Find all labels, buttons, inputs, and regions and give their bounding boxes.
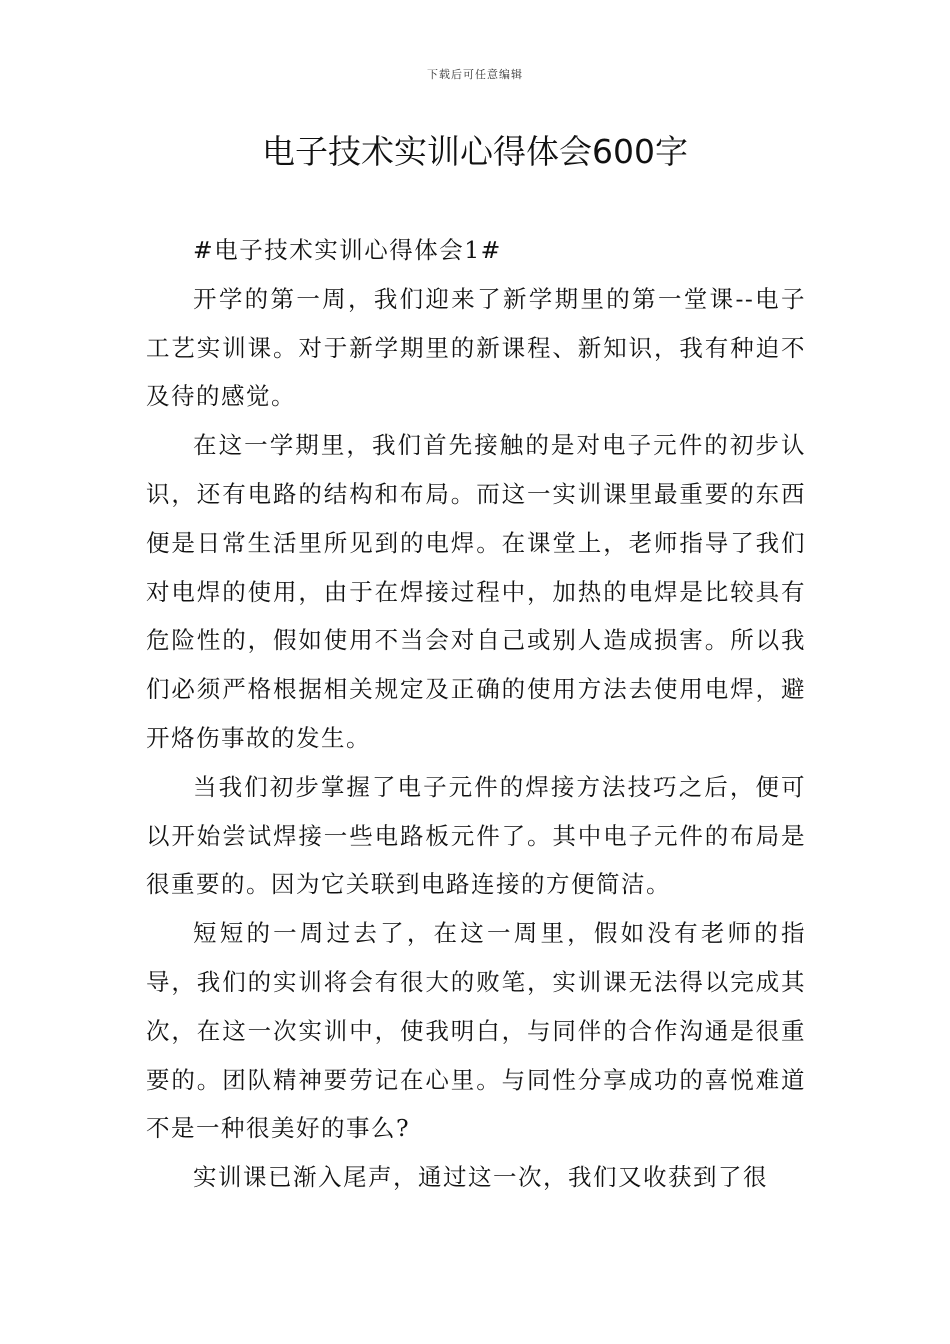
section-heading: #电子技术实训心得体会1# (193, 236, 502, 264)
document-title: 电子技术实训心得体会600字 (262, 132, 688, 171)
body-paragraph: 短短的一周过去了，在这一周里，假如没有老师的指导，我们的实训将会有很大的败笔，实训课无法得以完成其次，在这一次实训中，使我明白，与同伴的合作沟通是很重要的。团队精神要劳记在心里。与同性分享成功的喜悦难道不是一种很美好的事么? (146, 919, 806, 1143)
header-note: 下载后可任意编辑 (427, 68, 523, 81)
body-paragraph: 开学的第一周，我们迎来了新学期里的第一堂课--电子工艺实训课。对于新学期里的新课程、新知识，我有种迫不及待的感觉。 (146, 284, 806, 411)
document-body (146, 226, 806, 1202)
body-paragraph: 当我们初步掌握了电子元件的焊接方法技巧之后，便可以开始尝试焊接一些电路板元件了。其中电子元件的布局是很重要的。因为它关联到电路连接的方便简洁。 (146, 772, 806, 899)
body-paragraph: 实训课已渐入尾声，通过这一次，我们又收获到了很 (193, 1163, 768, 1192)
body-paragraph: 在这一学期里，我们首先接触的是对电子元件的初步认识，还有电路的结构和布局。而这一实训课里最重要的东西便是日常生活里所见到的电焊。在课堂上，老师指导了我们对电焊的使用，由于在焊接过程中，加热的电焊是比较具有危险性的，假如使用不当会对自己或别人造成损害。所以我们必须严格根据相关规定及正确的使用方法去使用电焊，避开烙伤事故的发生。 (146, 431, 806, 752)
